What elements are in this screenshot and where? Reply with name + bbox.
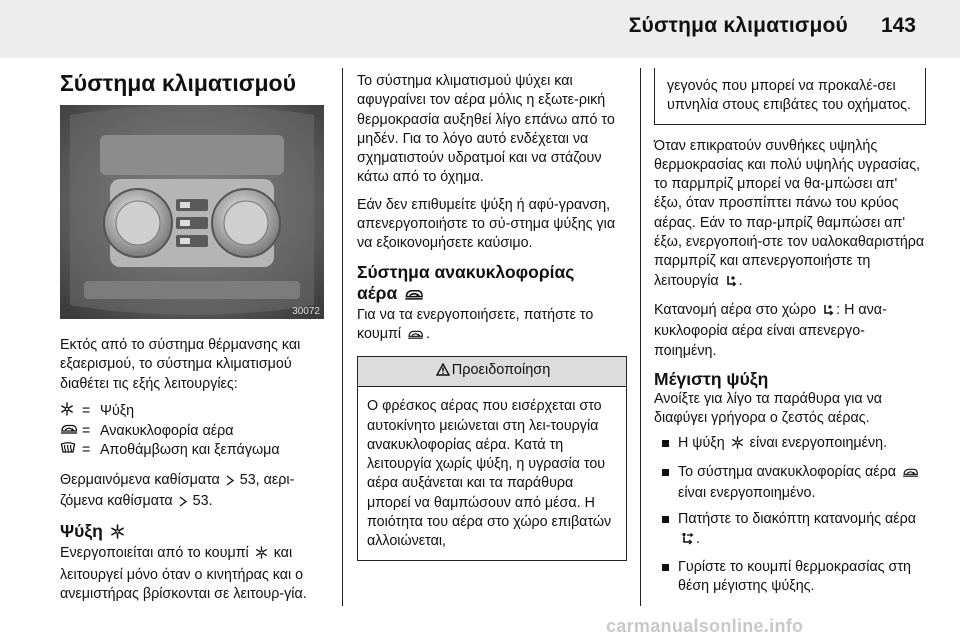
warning-box xyxy=(357,356,627,560)
control-panel-illustration xyxy=(60,105,324,319)
warning-box-continued xyxy=(654,68,926,125)
snowflake-icon xyxy=(110,523,125,544)
climate-control-photo xyxy=(60,105,324,319)
footwell-air-icon xyxy=(822,303,834,322)
head-and-foot-air-icon xyxy=(680,532,694,551)
warning-triangle-icon xyxy=(436,363,450,380)
list-item: Γυρίστε το κουμπί θερμοκρασίας στη θέση μέγιστης ψύξης. xyxy=(654,558,926,597)
max-cooling-steps xyxy=(654,434,926,596)
warning-header xyxy=(358,357,626,387)
photo-code: 30072 xyxy=(292,306,320,317)
max-cooling-intro: Ανοίξτε για λίγο τα παράθυρα για να διαφύγει γρήγορα ο ζεστός αέρας. xyxy=(654,390,883,427)
warning-text-continued: γεγονός που μπορεί να προκαλέ-σει υπνηλία στους επιβάτες του οχήματος. xyxy=(667,78,912,114)
section-title: Σύστημα κλιματισμού xyxy=(60,70,296,96)
list-item: Πατήστε το διακόπτη κατανομής αέρα . xyxy=(654,510,926,551)
intro-paragraph: Εκτός από το σύστημα θέρμανσης και εξαερισμού, το σύστημα κλιματισμού διαθέτει τις εξής λειτουργίες: xyxy=(60,337,301,392)
legend-row-defrost: = Αποθάμβωση και ξεπάγωμα xyxy=(60,441,332,460)
snowflake-icon xyxy=(255,546,268,565)
snowflake-icon xyxy=(60,402,82,422)
heated-seats-reference: Θερμαινόμενα καθίσματα 53, αερι- ζόμενα καθίσματα 53. xyxy=(60,471,332,514)
legend-text-recirculation: Ανακυκλοφορία αέρα xyxy=(100,423,234,440)
cooling-heading: Ψύξη xyxy=(60,521,332,544)
footwell-air-icon xyxy=(725,274,737,293)
rear-window-defrost-icon xyxy=(60,441,82,460)
function-legend xyxy=(60,402,332,461)
snowflake-icon xyxy=(731,436,744,455)
column-2 xyxy=(357,72,627,561)
watermark: carmanualsonline.info xyxy=(606,616,804,636)
page-number: 143 xyxy=(880,14,916,37)
legend-row-cooling: = Ψύξη xyxy=(60,402,332,422)
windscreen-fog-paragraph: Όταν επικρατούν συνθήκες υψηλής θερμοκρασίας και πολύ υψηλής υγρασίας, το παρμπρίζ μπορεί να θα-μπώσει απ' έξω, όταν προσπίπτει πάνω του κρύος αέρας. Εάν το παρ-μπρίζ θαμπώσει απ' έξω, ενεργοποιή-στε τον υαλοκαθαριστήρα παρμπρίζ και απενεργοποιήστε τη λειτουργία . xyxy=(654,137,926,293)
warning-title: Προειδοποίηση xyxy=(451,362,551,379)
dehumidify-paragraph: Το σύστημα κλιματισμού ψύχει και αφυγραίνει τον αέρα μόλις η εξωτε-ρική θερμοκρασία αυξηθεί λίγο επάνω από το μηδέν. Για το λόγο αυτό ενδέχεται να σχηματιστούν υδρατμοί και να στάζουν κάτω από το όχημα. xyxy=(357,73,615,186)
column-divider xyxy=(342,68,343,606)
recirculation-car-icon xyxy=(60,422,82,441)
max-cooling-heading: Μέγιστη ψύξη xyxy=(654,368,769,389)
recirculation-car-icon xyxy=(902,465,919,484)
page-arrow-icon xyxy=(179,494,187,513)
column-1 xyxy=(60,70,332,612)
fuel-saving-paragraph: Εάν δεν επιθυμείτε ψύξη ή αφύ-γρανση, απενεργοποιήστε το σύ-στημα ψύξης για να εξοικονομήσετε καύσιμο. xyxy=(357,196,616,252)
legend-text-cooling: Ψύξη xyxy=(100,402,135,419)
warning-text: Ο φρέσκος αέρας που εισέρχεται στο αυτοκίνητο μειώνεται στη λει-τουργία ανακυκλοφορίας αέρα. Κατά τη λειτουργία χωρίς ψύξη, η υγρασία του αέρα αυξάνεται και τα παράθυρα μπορεί να θαμπώσουν από μέσα. Η ποιότητα του αέρα στο χώρο επιβατών αλλοιώνεται, xyxy=(367,398,612,550)
column-3 xyxy=(654,72,926,604)
list-item: Το σύστημα ανακυκλοφορίας αέρα είναι ενεργοποιημένο. xyxy=(654,463,926,504)
list-item: Η ψύξη είναι ενεργοποιημένη. xyxy=(654,434,926,455)
column-divider xyxy=(640,68,641,606)
recirculation-paragraph: Για να τα ενεργοποιήσετε, πατήστε το κουμπί . xyxy=(357,306,627,347)
legend-row-recirculation: = Ανακυκλοφορία αέρα xyxy=(60,422,332,441)
legend-text-defrost: Αποθάμβωση και ξεπάγωμα xyxy=(100,442,280,459)
recirculation-car-icon xyxy=(407,327,424,346)
recirculation-car-icon xyxy=(404,285,424,306)
warning-body xyxy=(358,387,626,559)
recirculation-heading: Σύστημα ανακυκλοφορίας αέρα xyxy=(357,262,627,306)
cooling-paragraph: Ενεργοποιείται από το κουμπί και λειτουργεί μόνο όταν ο κινητήρας και ο ανεμιστήρας βρίσκονται σε λειτουρ-γία. xyxy=(60,545,307,602)
air-distribution-paragraph: Κατανομή αέρα στο χώρο : Η ανα-κυκλοφορία αέρα είναι απενεργο-ποιημένη. xyxy=(654,301,887,359)
running-title: Σύστημα κλιματισμού xyxy=(628,14,848,37)
page-arrow-icon xyxy=(226,473,234,492)
